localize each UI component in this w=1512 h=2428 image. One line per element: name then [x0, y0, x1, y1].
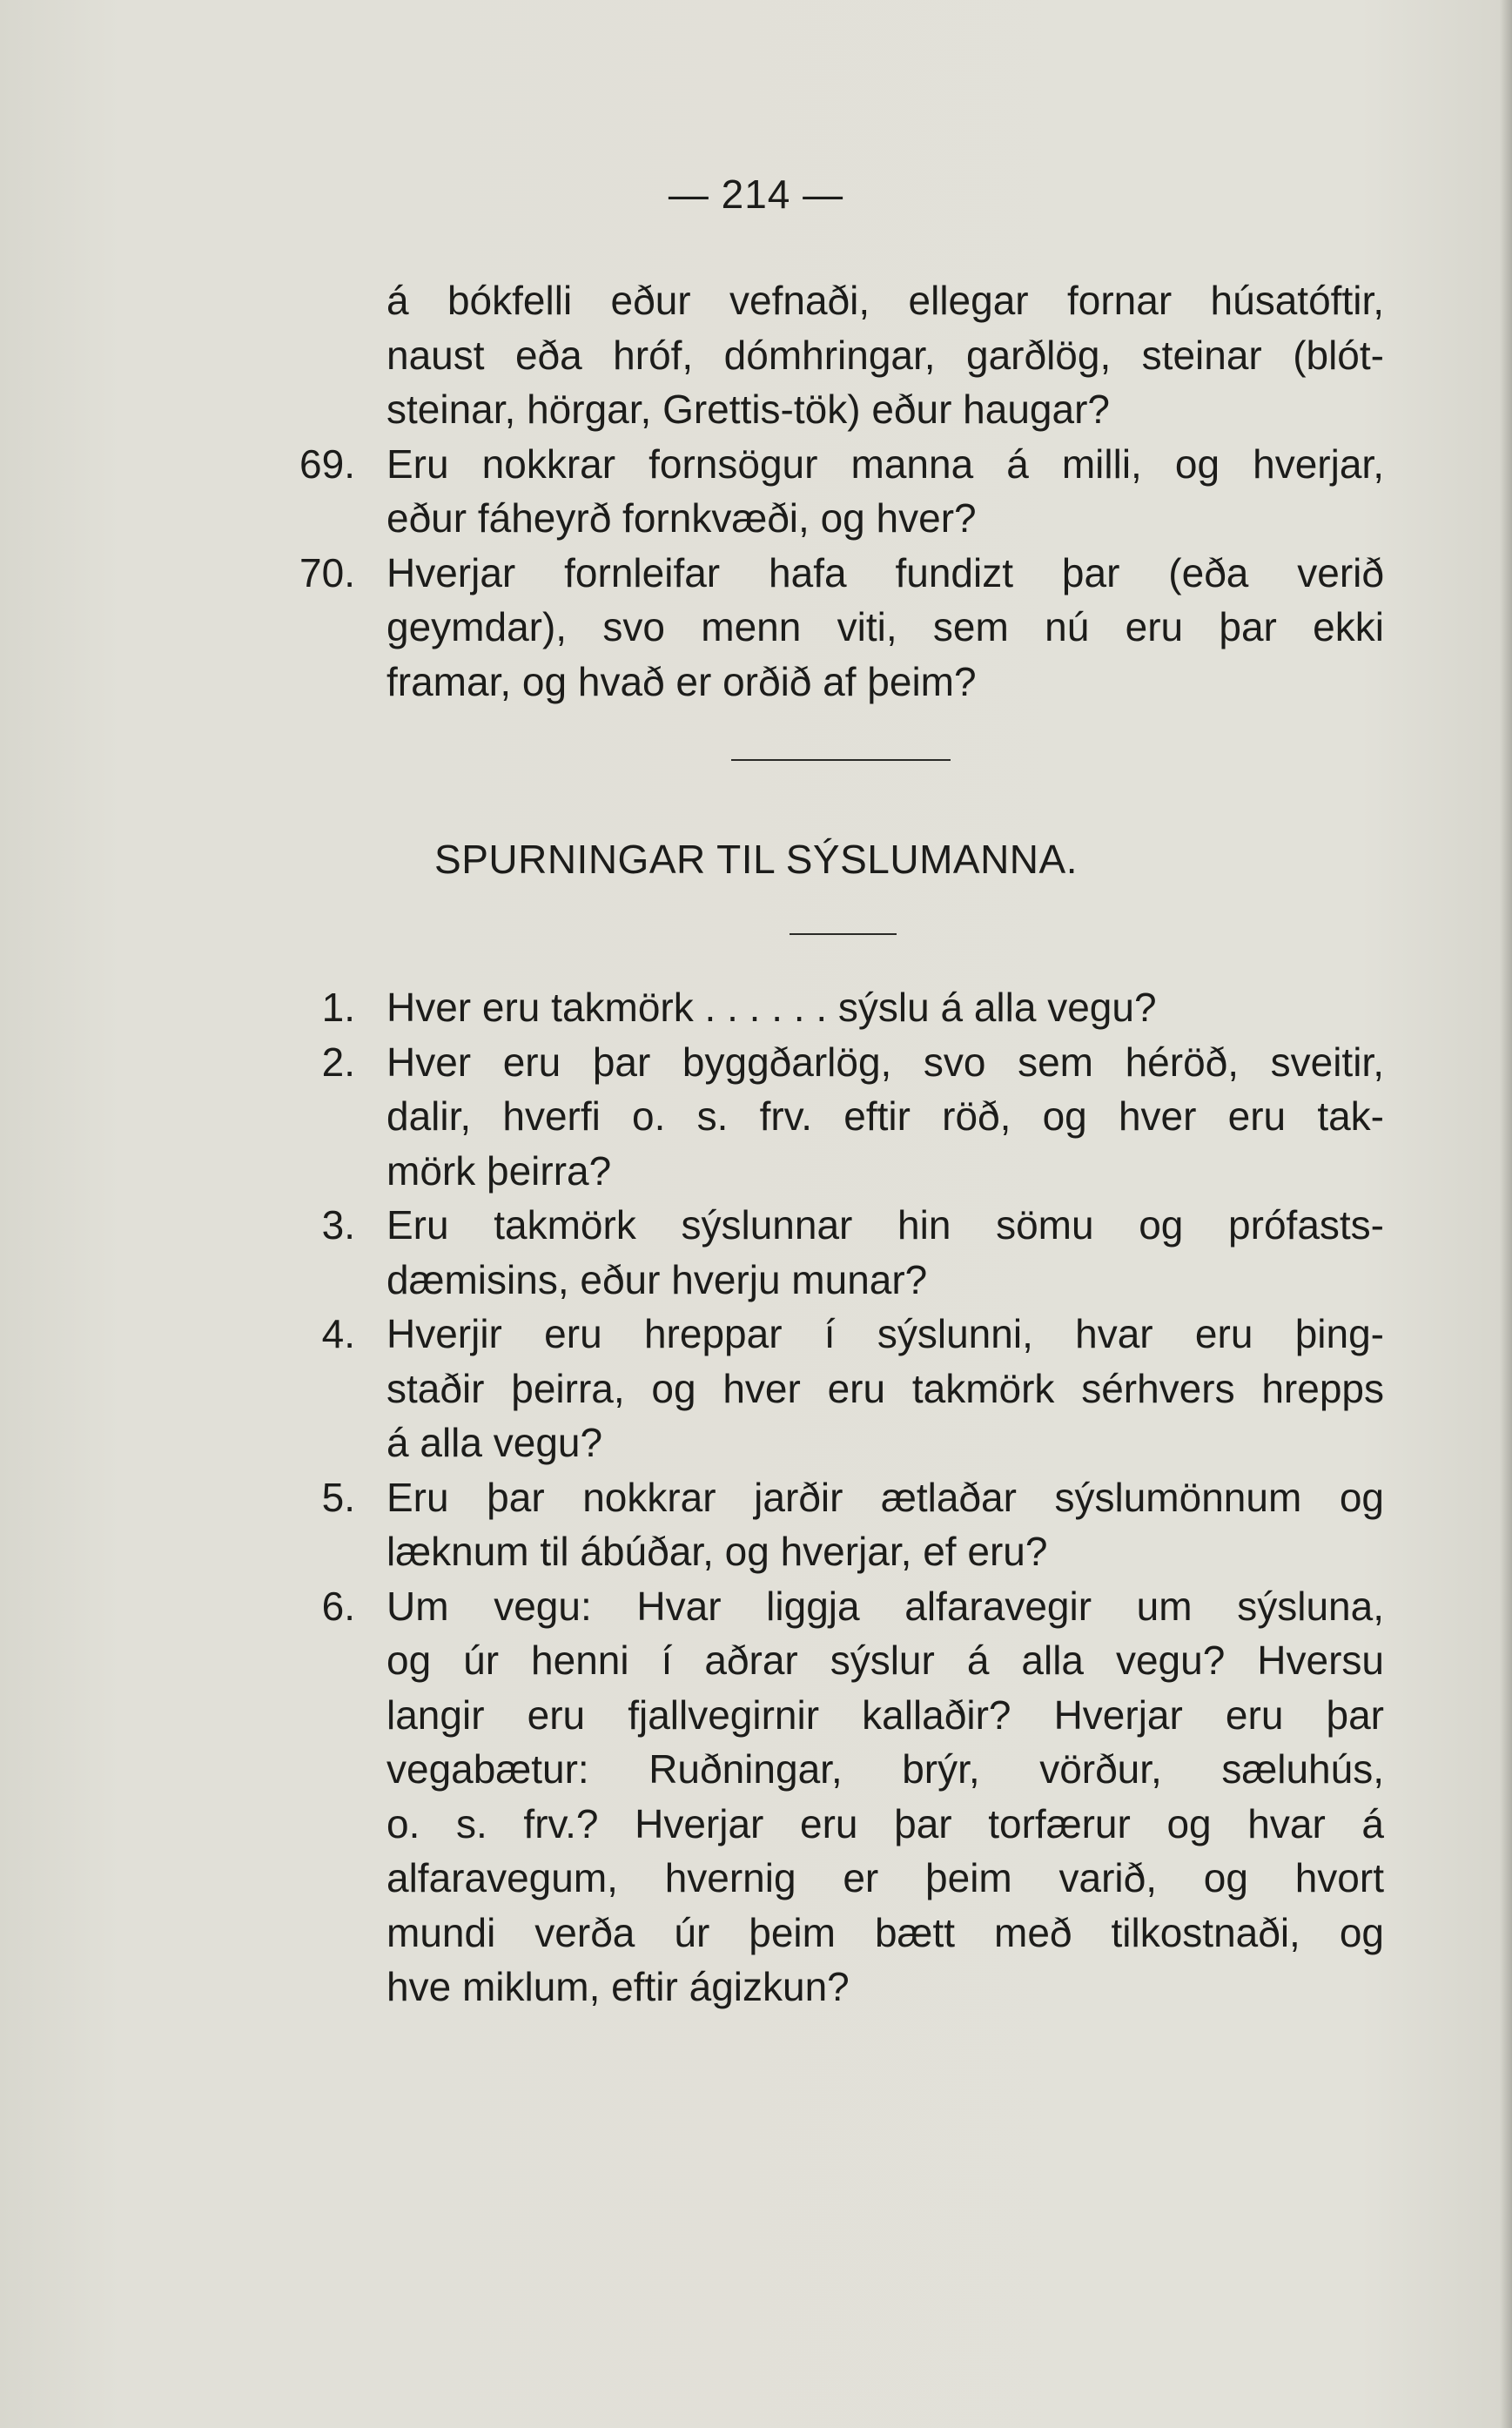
questions-block-a [299, 273, 1384, 709]
text-line: Hver eru þar byggðarlög, svo sem héröð, sveitir, [386, 1039, 1384, 1085]
text-line: Eru þar nokkrar jarðir ætlaðar sýslumönnum og [386, 1474, 1384, 1520]
text-line: mundi verða úr þeim bætt með tilkostnaði, og [386, 1909, 1384, 1955]
text-line: framar, og hvað er orðið af þeim? [386, 658, 977, 704]
section-divider-bottom [790, 933, 897, 935]
section-heading: SPURNINGAR TIL SÝSLUMANNA. [434, 837, 1078, 882]
question-70 [299, 546, 1384, 710]
text-line: dæmisins, eður hverju munar? [386, 1256, 928, 1302]
question-3 [321, 1198, 1384, 1307]
text-line: og úr henni í aðrar sýslur á alla vegu? Hversu [386, 1638, 1384, 1683]
text-line: læknum til ábúðar, og hverjar, ef eru? [386, 1529, 1048, 1574]
text-line: o. s. frv.? Hverjar eru þar torfærur og hvar á [386, 1800, 1384, 1846]
text-line: Hver eru takmörk . . . . . . sýslu á alla vegu? [386, 985, 1157, 1030]
question-1 [321, 980, 1384, 1035]
text-line: alfaravegum, hvernig er þeim varið, og hvort [386, 1855, 1384, 1900]
question-number: 69. [299, 441, 355, 487]
question-number: 4. [321, 1311, 355, 1356]
question-6 [321, 1579, 1384, 2014]
text-line: naust eða hróf, dómhringar, garðlög, steinar (blót- [386, 332, 1384, 378]
continuation-paragraph [386, 273, 1384, 437]
question-69 [299, 437, 1384, 546]
page-number: — 214 — [668, 172, 844, 217]
questions-block-b [321, 980, 1384, 2014]
section-divider-top [731, 759, 951, 761]
text-line: á alla vegu? [386, 1420, 603, 1465]
text-line: steinar, hörgar, Grettis-tök) eður haugar? [386, 387, 1110, 432]
question-number: 5. [321, 1474, 355, 1520]
text-line: mörk þeirra? [386, 1147, 612, 1194]
text-line: langir eru fjallvegirnir kallaðir? Hverjar eru þar [386, 1692, 1384, 1738]
text-line: dalir, hverfi o. s. frv. eftir röð, og hver eru tak- [386, 1093, 1384, 1139]
text-line: Hverjir eru hreppar í sýslunni, hvar eru þing- [386, 1311, 1384, 1356]
text-line: Um vegu: Hvar liggja alfaravegir um sýsluna, [386, 1583, 1384, 1629]
question-number: 3. [321, 1202, 355, 1248]
question-number: 70. [299, 549, 355, 595]
question-2 [321, 1035, 1384, 1199]
question-4 [321, 1307, 1384, 1470]
text-line: staðir þeirra, og hver eru takmörk sérhvers hrepps [386, 1365, 1384, 1411]
text-line: vegabætur: Ruðningar, brýr, vörður, sæluhús, [386, 1746, 1384, 1792]
question-number: 1. [321, 985, 355, 1030]
text-line: eður fáheyrð fornkvæði, og hver? [386, 495, 977, 541]
question-5 [321, 1470, 1384, 1579]
text-line: á bókfelli eður vefnaði, ellegar fornar húsatóftir, [386, 278, 1384, 323]
text-line: Eru takmörk sýslunnar hin sömu og prófasts- [386, 1202, 1384, 1248]
text-line: Eru nokkrar fornsögur manna á milli, og hverjar, [386, 441, 1384, 487]
text-line: hve miklum, eftir ágizkun? [386, 1964, 850, 2009]
question-number: 6. [321, 1583, 355, 1629]
text-line: Hverjar fornleifar hafa fundizt þar (eða verið [386, 549, 1384, 595]
question-number: 2. [321, 1039, 355, 1085]
text-line: geymdar), svo menn viti, sem nú eru þar ekki [386, 604, 1384, 649]
page-edge-shadow [1500, 0, 1512, 2428]
